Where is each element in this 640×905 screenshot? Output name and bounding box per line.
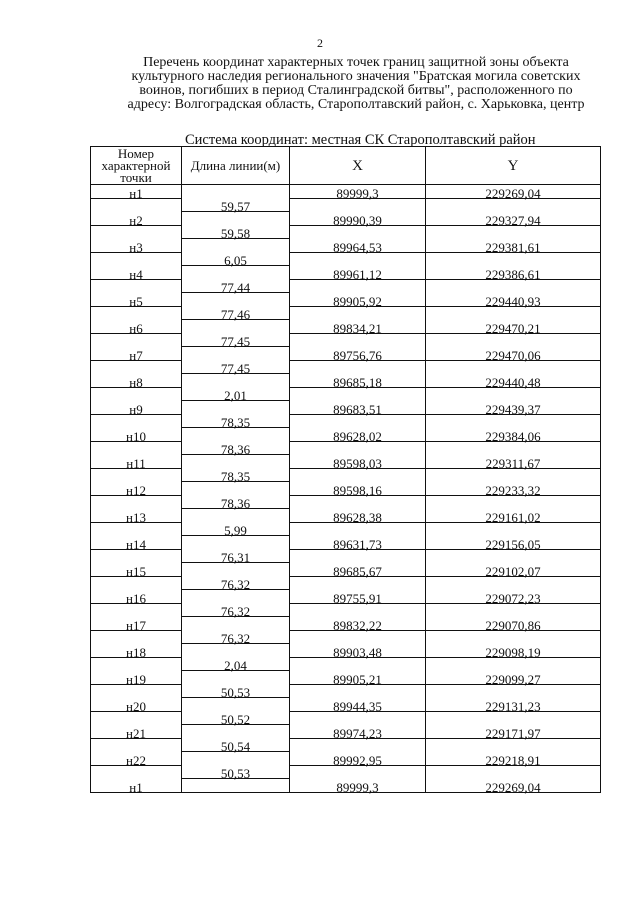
x-coordinate-cell: 89944,35 (290, 698, 426, 712)
point-name-cell: н1 (91, 779, 182, 793)
table-row-point (91, 266, 601, 280)
line-length-cell: 50,53 (182, 766, 290, 779)
line-length-cell: 76,31 (182, 550, 290, 563)
coordinates-table-body (91, 185, 601, 793)
point-name-cell: н13 (91, 509, 182, 523)
point-name-cell: н19 (91, 671, 182, 685)
table-row-point (91, 509, 601, 523)
point-name-cell: н14 (91, 536, 182, 550)
y-coordinate-cell: 229070,86 (426, 617, 601, 631)
point-name-cell: н11 (91, 455, 182, 469)
y-coordinate-cell: 229440,48 (426, 374, 601, 388)
title-line: воинов, погибших в период Сталинградской битвы", расположенного по (139, 83, 573, 98)
table-row-point (91, 320, 601, 334)
y-coordinate-cell: 229131,23 (426, 698, 601, 712)
y-coordinate-cell: 229381,61 (426, 239, 601, 253)
x-coordinate-cell: 89834,21 (290, 320, 426, 334)
point-name-cell: н6 (91, 320, 182, 334)
line-length-cell: 5,99 (182, 523, 290, 536)
x-coordinate-cell: 89999,3 (290, 185, 426, 199)
line-length-cell: 78,36 (182, 496, 290, 509)
header-line-length: Длина линии(м) (182, 147, 290, 185)
x-coordinate-cell: 89961,12 (290, 266, 426, 280)
line-length-cell: 76,32 (182, 631, 290, 644)
line-length-cell: 2,04 (182, 658, 290, 671)
y-coordinate-cell: 229102,07 (426, 563, 601, 577)
line-length-cell: 77,46 (182, 307, 290, 320)
point-name-cell: н18 (91, 644, 182, 658)
y-coordinate-cell: 229171,97 (426, 725, 601, 739)
table-row-point (91, 644, 601, 658)
y-coordinate-cell: 229269,04 (426, 185, 601, 199)
y-coordinate-cell: 229470,21 (426, 320, 601, 334)
line-length-cell: 50,52 (182, 712, 290, 725)
point-name-cell: н21 (91, 725, 182, 739)
x-coordinate-cell: 89832,22 (290, 617, 426, 631)
x-coordinate-cell: 89685,18 (290, 374, 426, 388)
y-coordinate-cell: 229161,02 (426, 509, 601, 523)
header-point-number: Номер характерной точки (91, 147, 182, 185)
line-length-cell: 77,45 (182, 334, 290, 347)
table-row-point (91, 401, 601, 415)
y-coordinate-cell: 229327,94 (426, 212, 601, 226)
line-length-cell: 6,05 (182, 253, 290, 266)
table-row-point (91, 590, 601, 604)
y-coordinate-cell: 229099,27 (426, 671, 601, 685)
header-y: Y (426, 147, 601, 185)
point-name-cell: н7 (91, 347, 182, 361)
coordinates-table (90, 146, 601, 793)
point-name-cell: н20 (91, 698, 182, 712)
line-length-cell: 76,32 (182, 604, 290, 617)
line-length-cell: 59,58 (182, 226, 290, 239)
y-coordinate-cell: 229440,93 (426, 293, 601, 307)
table-row-point (91, 617, 601, 631)
y-coordinate-cell: 229269,04 (426, 779, 601, 793)
table-row-point (91, 752, 601, 766)
y-coordinate-cell: 229072,23 (426, 590, 601, 604)
point-name-cell: н3 (91, 239, 182, 253)
line-length-cell: 78,36 (182, 442, 290, 455)
x-coordinate-cell: 89990,39 (290, 212, 426, 226)
point-name-cell: н15 (91, 563, 182, 577)
y-coordinate-cell: 229218,91 (426, 752, 601, 766)
line-length-cell: 78,35 (182, 469, 290, 482)
table-row-point (91, 482, 601, 496)
point-name-cell: н17 (91, 617, 182, 631)
y-coordinate-cell: 229439,37 (426, 401, 601, 415)
title-line: культурного наследия регионального значения "Братская могила советских (131, 69, 581, 84)
table-row-point (91, 563, 601, 577)
line-length-cell: 50,54 (182, 739, 290, 752)
table-row-point (91, 293, 601, 307)
x-coordinate-cell: 89755,91 (290, 590, 426, 604)
x-coordinate-cell: 89628,38 (290, 509, 426, 523)
point-name-cell: н10 (91, 428, 182, 442)
table-row-point (91, 347, 601, 361)
point-name-cell: н4 (91, 266, 182, 280)
x-coordinate-cell: 89685,67 (290, 563, 426, 577)
x-coordinate-cell: 89999,3 (290, 779, 426, 793)
point-name-cell: н5 (91, 293, 182, 307)
x-coordinate-cell: 89631,73 (290, 536, 426, 550)
table-row-point (91, 536, 601, 550)
y-coordinate-cell: 229470,06 (426, 347, 601, 361)
x-coordinate-cell: 89598,03 (290, 455, 426, 469)
title-line: адресу: Волгоградская область, Старополтавский район, с. Харьковка, центр (127, 97, 585, 112)
y-coordinate-cell: 229233,32 (426, 482, 601, 496)
coordinate-system-caption: Система координат: местная СК Старополтавский район (185, 132, 536, 148)
y-coordinate-cell: 229156,05 (426, 536, 601, 550)
x-coordinate-cell: 89992,95 (290, 752, 426, 766)
x-coordinate-cell: 89683,51 (290, 401, 426, 415)
line-length-cell: 78,35 (182, 415, 290, 428)
line-length-cell: 77,44 (182, 280, 290, 293)
page-number: 2 (317, 36, 323, 50)
point-name-cell: н22 (91, 752, 182, 766)
x-coordinate-cell: 89974,23 (290, 725, 426, 739)
point-name-cell: н9 (91, 401, 182, 415)
table-row-point (91, 212, 601, 226)
table-row-point (91, 725, 601, 739)
document-title (96, 56, 616, 112)
point-name-cell: н1 (91, 185, 182, 199)
table-row-point (91, 239, 601, 253)
x-coordinate-cell: 89964,53 (290, 239, 426, 253)
y-coordinate-cell: 229384,06 (426, 428, 601, 442)
y-coordinate-cell: 229311,67 (426, 455, 601, 469)
line-length-cell: 59,57 (182, 199, 290, 212)
point-name-cell: н8 (91, 374, 182, 388)
x-coordinate-cell: 89905,92 (290, 293, 426, 307)
line-length-cell: 2,01 (182, 388, 290, 401)
x-coordinate-cell: 89903,48 (290, 644, 426, 658)
x-coordinate-cell: 89598,16 (290, 482, 426, 496)
y-coordinate-cell: 229386,61 (426, 266, 601, 280)
line-length-cell-empty (182, 185, 290, 199)
line-length-cell: 77,45 (182, 361, 290, 374)
table-row-point (91, 185, 601, 199)
y-coordinate-cell: 229098,19 (426, 644, 601, 658)
line-length-cell: 76,32 (182, 577, 290, 590)
table-row-point (91, 779, 601, 793)
x-coordinate-cell: 89905,21 (290, 671, 426, 685)
x-coordinate-cell: 89756,76 (290, 347, 426, 361)
table-row-point (91, 671, 601, 685)
line-length-cell: 50,53 (182, 685, 290, 698)
title-line: Перечень координат характерных точек границ защитной зоны объекта (143, 55, 569, 70)
table-row-point (91, 428, 601, 442)
table-row-point (91, 374, 601, 388)
x-coordinate-cell: 89628,02 (290, 428, 426, 442)
point-name-cell: н12 (91, 482, 182, 496)
point-name-cell: н16 (91, 590, 182, 604)
point-name-cell: н2 (91, 212, 182, 226)
table-row-point (91, 698, 601, 712)
table-row-point (91, 455, 601, 469)
header-x: X (290, 147, 426, 185)
